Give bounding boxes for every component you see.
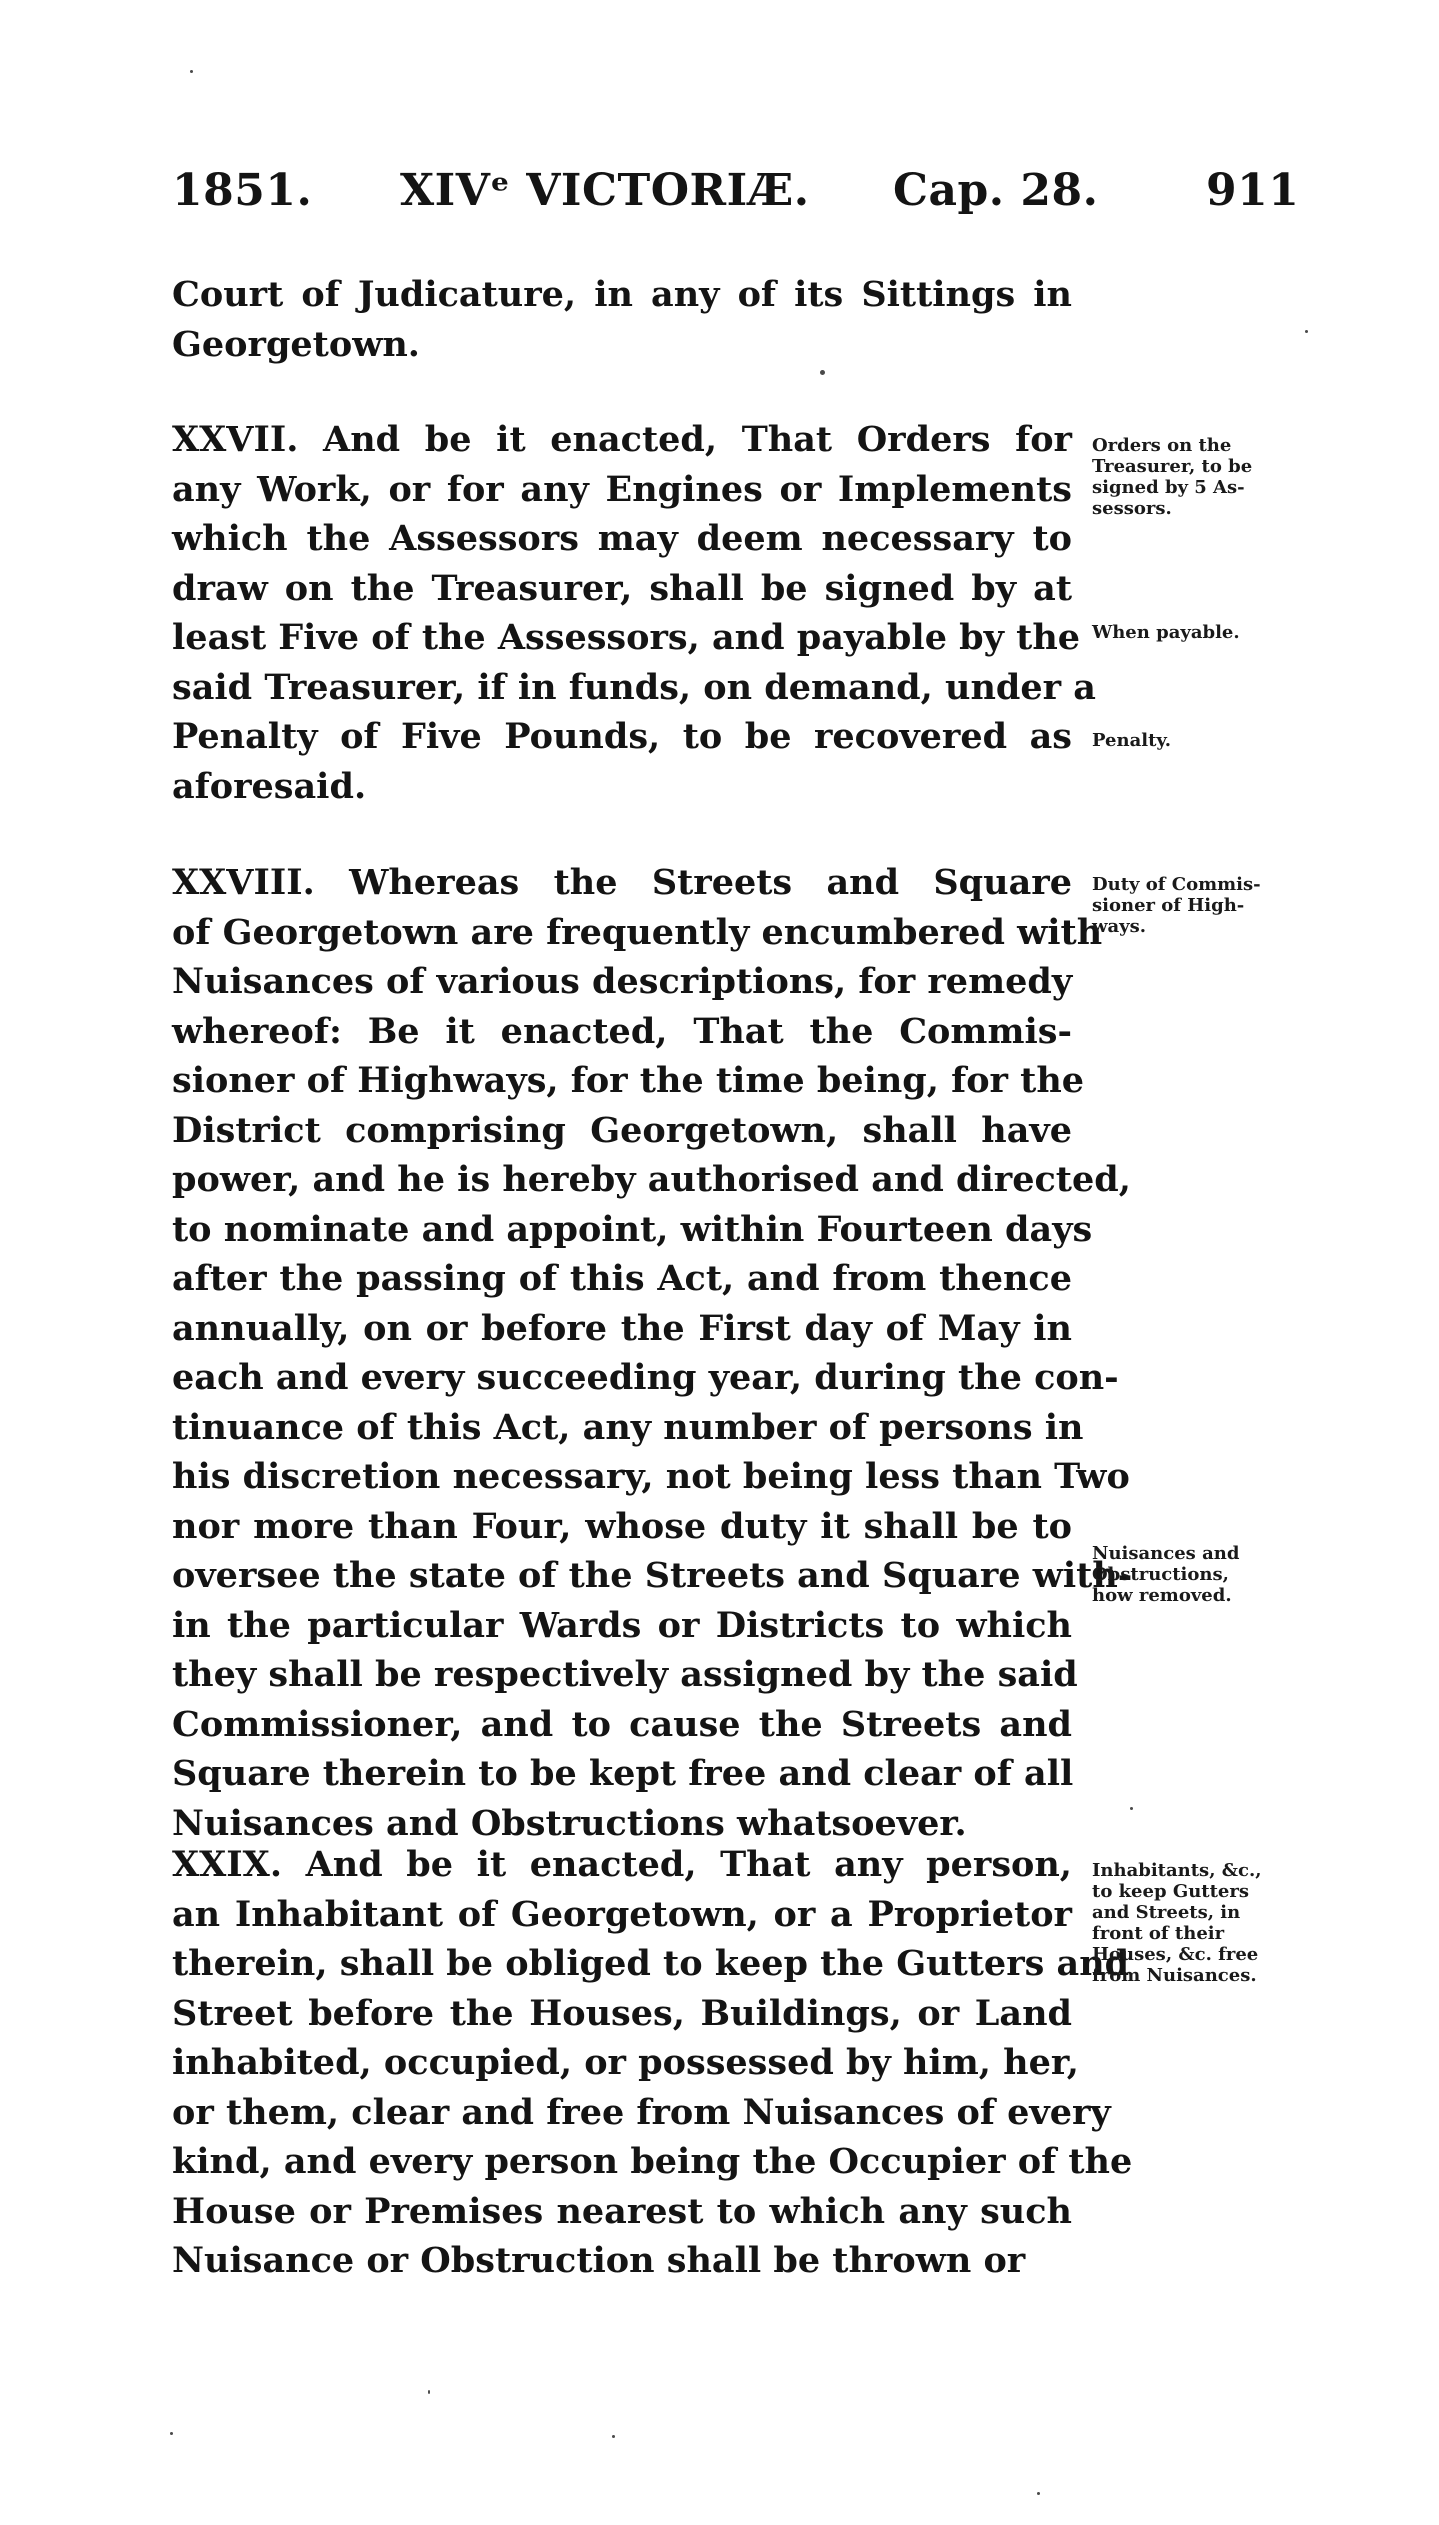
text-line: Square therein to be kept free and clear of all: [172, 1753, 1074, 1794]
header-page-number: 911: [1206, 165, 1300, 216]
scan-speck: [1305, 330, 1308, 333]
margin-note-line: front of their: [1092, 1923, 1225, 1944]
text-line: aforesaid.: [172, 765, 367, 807]
margin-note-line: and Streets, in: [1092, 1902, 1241, 1923]
text-line: whereof: Be it enacted, That the Commis-: [172, 1010, 1072, 1052]
text-line: nor more than Four, whose duty it shall be to: [172, 1505, 1072, 1547]
margin-note-line: Treasurer, to be: [1092, 456, 1253, 477]
margin-note-line: Nuisances and: [1092, 1543, 1240, 1564]
margin-note-line: When payable.: [1092, 622, 1240, 643]
text-line: they shall be respectively assigned by the said: [172, 1654, 1078, 1695]
scan-speck: [190, 70, 193, 73]
text-line: or them, clear and free from Nuisances of every: [172, 2091, 1111, 2133]
text-line: therein, shall be obliged to keep the Gutters and: [172, 1943, 1130, 1984]
text-line: annually, on or before the First day of May in: [172, 1307, 1072, 1349]
text-line: Nuisances and Obstructions whatsoever.: [172, 1802, 967, 1844]
text-line: of Georgetown are frequently encumbered with: [172, 911, 1103, 953]
scan-speck: [820, 370, 825, 375]
margin-note-line: sioner of High-: [1092, 895, 1245, 916]
text-line: House or Premises nearest to which any such: [172, 2190, 1072, 2232]
section-xxix: [172, 1840, 1133, 2286]
margin-note-line: Orders on the: [1092, 435, 1232, 456]
running-header: [172, 165, 1300, 225]
margin-note-line: ways.: [1092, 916, 1147, 937]
margin-note-line: from Nuisances.: [1092, 1965, 1257, 1986]
margin-note-line: Houses, &c. free: [1092, 1944, 1259, 1965]
text-line: tinuance of this Act, any number of persons in: [172, 1406, 1084, 1448]
text-line: each and every succeeding year, during the con-: [172, 1357, 1119, 1398]
scan-speck: [1130, 1807, 1133, 1810]
text-line: after the passing of this Act, and from thence: [172, 1258, 1072, 1299]
text-line: inhabited, occupied, or possessed by him, her,: [172, 2042, 1079, 2083]
text-line: his discretion necessary, not being less than Two: [172, 1456, 1130, 1497]
section-xxvii: [172, 415, 1096, 811]
scan-speck: [612, 2435, 615, 2438]
text-line: XXVIII. Whereas the Streets and Square: [172, 862, 1072, 903]
text-line: Georgetown.: [172, 323, 420, 365]
margin-note-line: to keep Gutters: [1092, 1881, 1249, 1902]
margin-note-penalty: [1092, 730, 1292, 751]
margin-note-line: sessors.: [1092, 498, 1172, 519]
margin-note-line: Penalty.: [1092, 730, 1172, 751]
text-line: XXIX. And be it enacted, That any person,: [172, 1844, 1072, 1885]
margin-note-line: Obstructions,: [1092, 1564, 1229, 1585]
scan-speck: [428, 2390, 430, 2394]
header-title: XIVᵉ VICTORIÆ.: [400, 165, 810, 216]
text-line: Commissioner, and to cause the Streets and: [172, 1703, 1072, 1745]
text-line: XXVII. And be it enacted, That Orders for: [172, 419, 1072, 460]
text-line: District comprising Georgetown, shall have: [172, 1109, 1072, 1151]
text-line: Penalty of Five Pounds, to be recovered as: [172, 716, 1072, 757]
header-year: 1851.: [172, 165, 313, 216]
text-line: least Five of the Assessors, and payable by the: [172, 617, 1081, 658]
text-line: oversee the state of the Streets and Square with-: [172, 1555, 1133, 1596]
text-line: sioner of Highways, for the time being, for the: [172, 1060, 1085, 1101]
text-line: which the Assessors may deem necessary to: [172, 518, 1072, 559]
text-line: to nominate and appoint, within Fourteen days: [172, 1208, 1093, 1250]
text-line: Nuisances of various descriptions, for remedy: [172, 961, 1073, 1002]
text-line: in the particular Wards or Districts to which: [172, 1604, 1072, 1646]
text-line: Court of Judicature, in any of its Sittings in: [172, 274, 1072, 315]
margin-note-line: Inhabitants, &c.,: [1092, 1860, 1262, 1881]
header-chapter: Cap. 28.: [893, 165, 1099, 216]
text-line: Nuisance or Obstruction shall be thrown or: [172, 2240, 1026, 2281]
margin-note-when-payable: [1092, 622, 1292, 643]
text-line: an Inhabitant of Georgetown, or a Proprietor: [172, 1893, 1072, 1935]
text-line: said Treasurer, if in funds, on demand, under a: [172, 666, 1096, 708]
text-line: draw on the Treasurer, shall be signed by at: [172, 567, 1072, 609]
text-line: Street before the Houses, Buildings, or Land: [172, 1992, 1072, 2034]
margin-note-line: signed by 5 As-: [1092, 477, 1245, 498]
paragraph-continuation: [172, 270, 1072, 369]
margin-note-line: how removed.: [1092, 1585, 1232, 1606]
text-line: kind, and every person being the Occupier of the: [172, 2141, 1133, 2182]
margin-note-nuisances-removed: [1092, 1543, 1292, 1606]
scan-speck: [1037, 2492, 1040, 2495]
margin-note-orders: [1092, 435, 1292, 519]
section-xxviii: [172, 858, 1133, 1848]
text-line: any Work, or for any Engines or Implements: [172, 468, 1072, 510]
scan-speck: [170, 2432, 173, 2435]
text-line: power, and he is hereby authorised and directed,: [172, 1159, 1131, 1200]
margin-note-line: Duty of Commis-: [1092, 874, 1261, 895]
margin-note-duty-commissioner: [1092, 874, 1292, 937]
margin-note-inhabitants-gutters: [1092, 1860, 1292, 1986]
